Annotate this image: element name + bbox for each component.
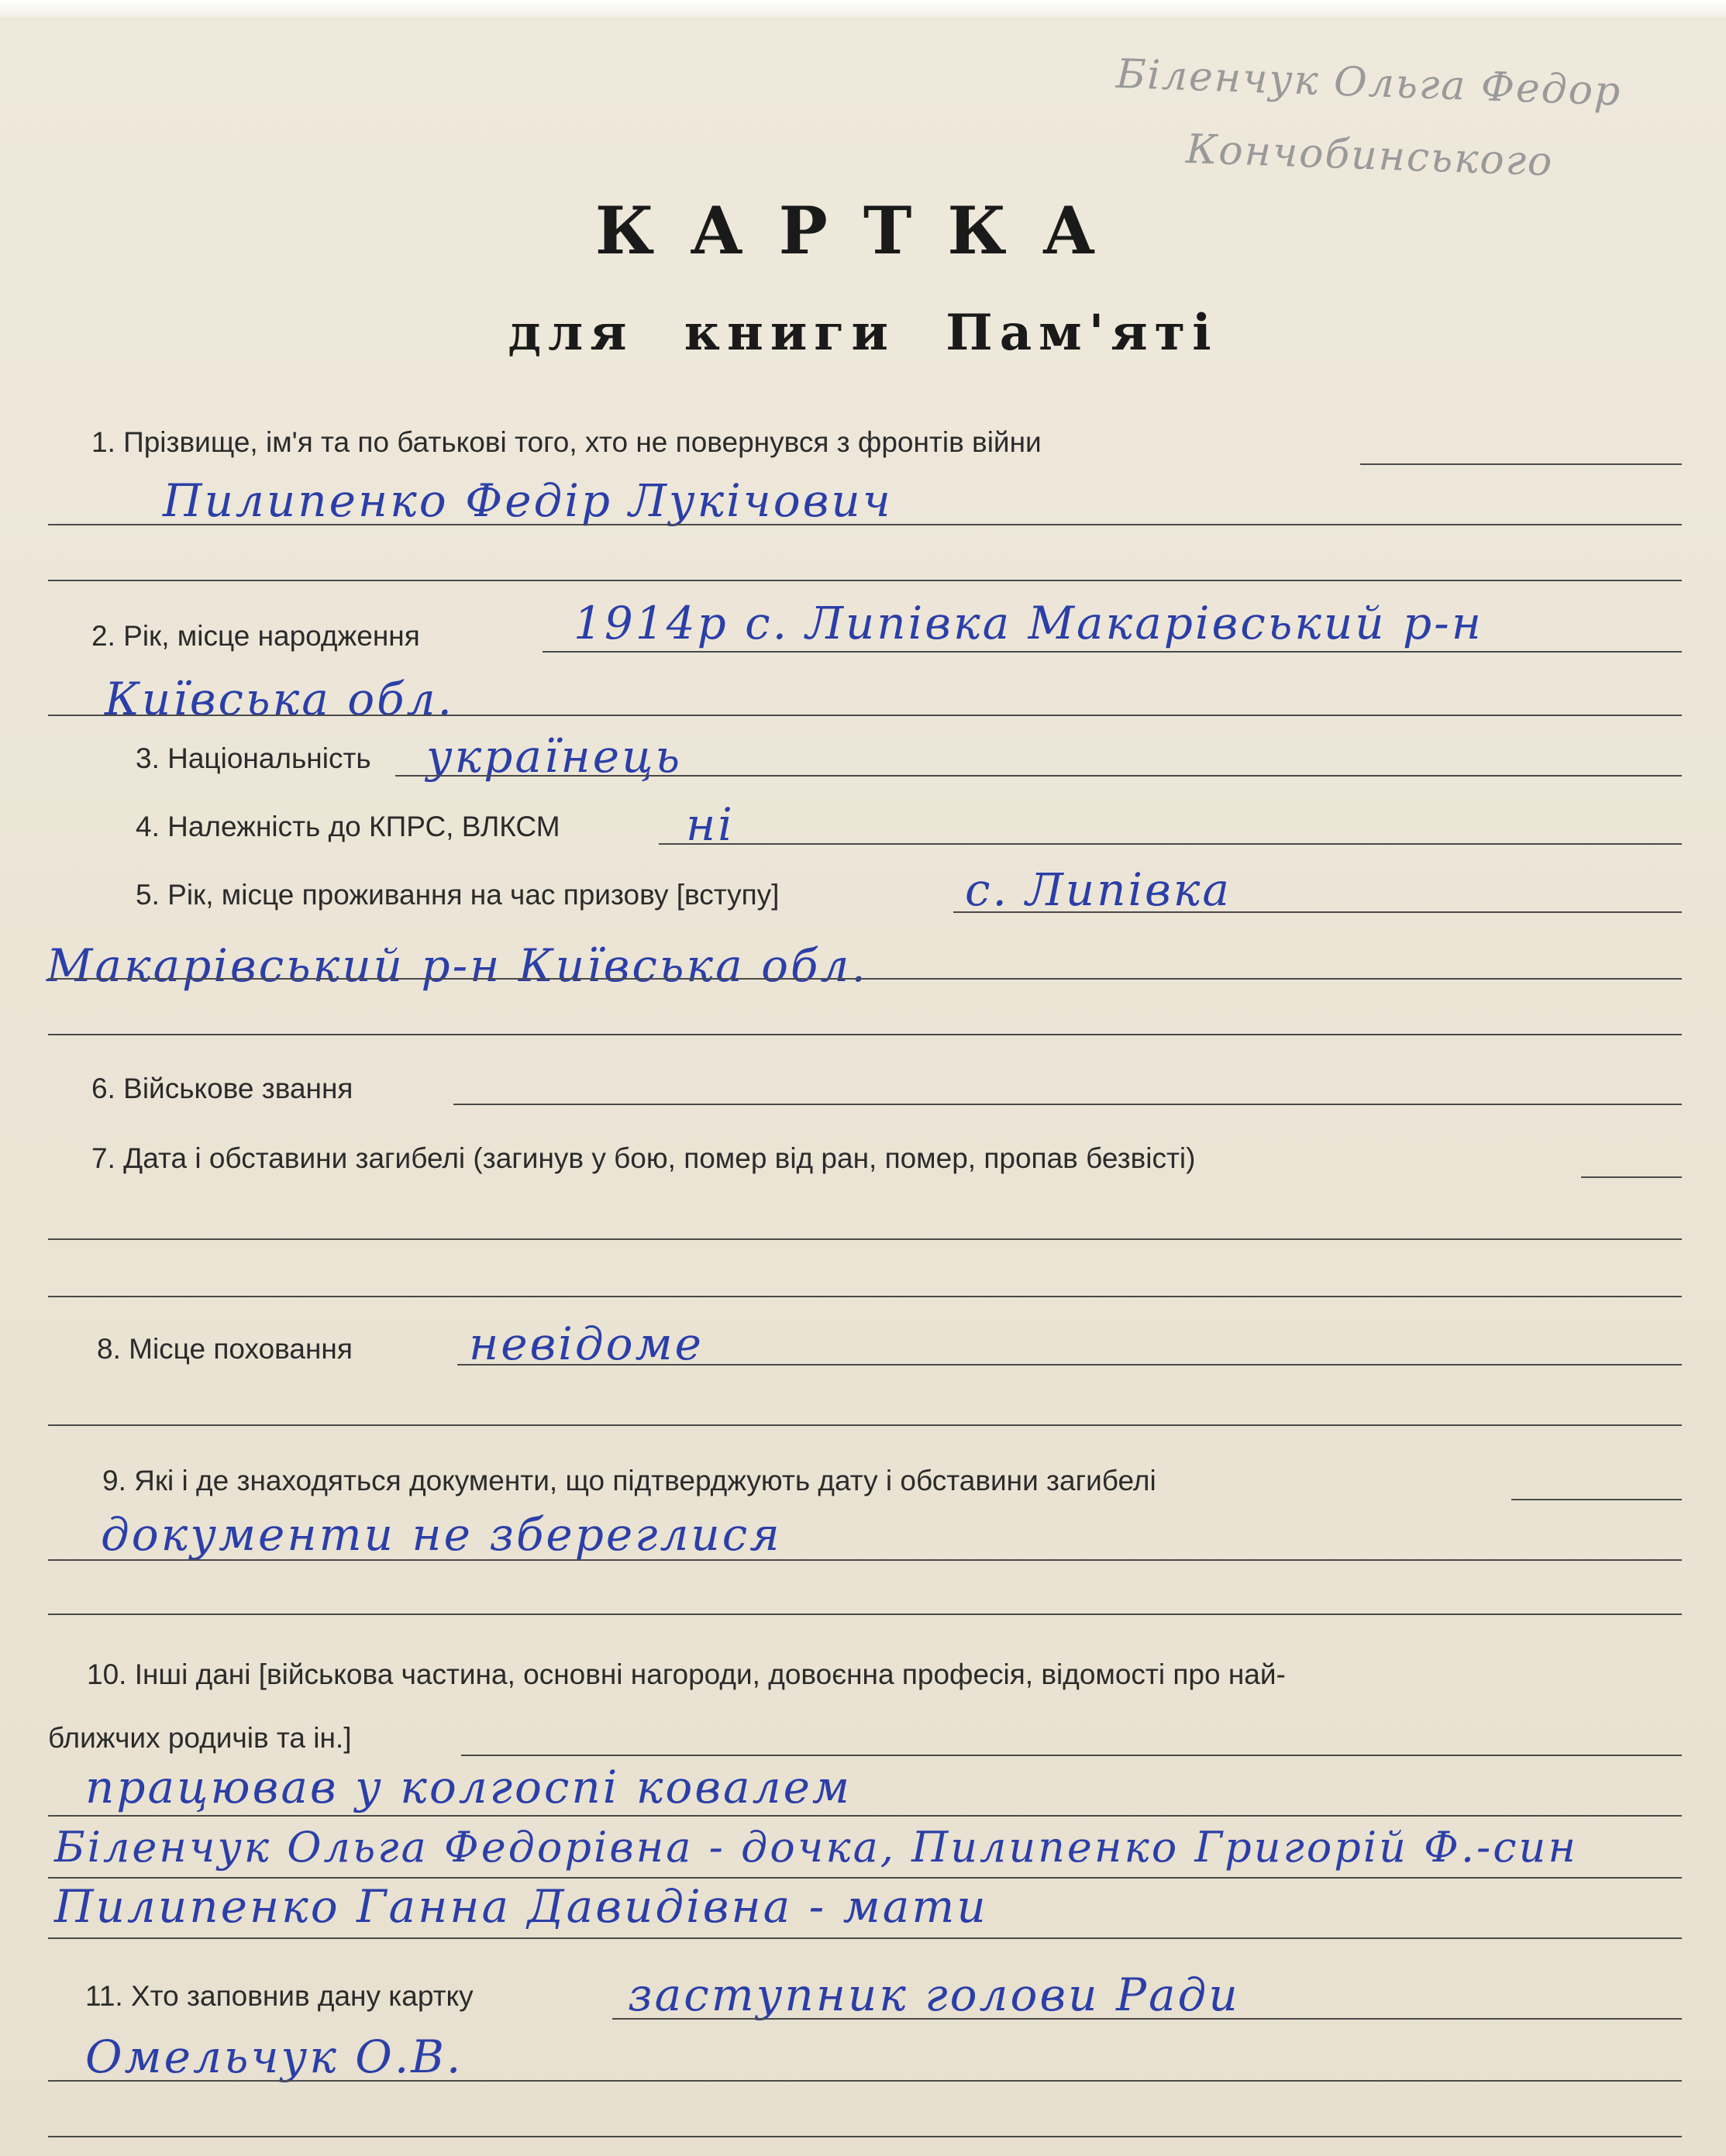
field-1-label: 1. Прізвище, ім'я та по батькові того, хто не повернувся з фронтів війни xyxy=(91,426,1042,458)
field-10-rule-b xyxy=(48,1815,1682,1817)
field-1-rule-c xyxy=(48,580,1682,581)
field-5-label: 5. Рік, місце проживання на час призову [вступу] xyxy=(136,879,780,911)
field-2-value-line2: Київська обл. xyxy=(105,673,454,725)
field-11-rule-a xyxy=(612,2018,1682,2020)
field-1-value: Пилипенко Федір Лукічович xyxy=(163,474,893,527)
field-1-rule-b xyxy=(48,524,1682,525)
field-5-value-line2: Макарівський р-н Київська обл. xyxy=(47,939,868,992)
field-8-rule-a xyxy=(457,1364,1682,1366)
field-10-label-line1: 10. Інші дані [військова частина, основні нагороди, довоєнна професія, відомості про най- xyxy=(87,1658,1286,1690)
field-1-rule-a xyxy=(1360,463,1682,465)
field-10-rule-d xyxy=(48,1937,1682,1939)
field-4-label: 4. Належність до КПРС, ВЛКСМ xyxy=(136,811,560,842)
field-11-value-line1: заступник голови Ради xyxy=(628,1968,1240,2021)
field-9-rule-a xyxy=(1511,1499,1682,1500)
field-7-label: 7. Дата і обставини загибелі (загинув у бою, помер від ран, помер, пропав безвісті) xyxy=(91,1142,1196,1174)
field-9-value: документи не збереглися xyxy=(101,1508,782,1561)
field-8-label: 8. Місце поховання xyxy=(97,1333,353,1365)
field-7-rule-c xyxy=(48,1296,1682,1297)
pencil-note-line1: Біленчук Ольга Федор xyxy=(1115,50,1623,115)
field-4-value: ні xyxy=(686,798,735,851)
field-6-label: 6. Військове звання xyxy=(91,1073,353,1104)
field-11-rule-c xyxy=(48,2136,1682,2137)
field-3-value: українець xyxy=(426,730,683,783)
field-2-rule-b xyxy=(48,715,1682,716)
field-10-value-line1: працював у колгоспі ковалем xyxy=(85,1761,852,1813)
field-9-rule-c xyxy=(48,1614,1682,1615)
field-3-rule xyxy=(395,775,1682,777)
card-title: КАРТКА xyxy=(594,192,1132,269)
card-subtitle: для книги Пам'яті xyxy=(508,304,1218,362)
field-10-rule-a xyxy=(461,1755,1682,1756)
field-8-value: невідоме xyxy=(469,1317,704,1370)
field-5-value-line1: с. Липівка xyxy=(965,863,1232,916)
field-7-rule-a xyxy=(1581,1176,1682,1178)
field-7-rule-b xyxy=(48,1238,1682,1240)
field-2-label: 2. Рік, місце народження xyxy=(91,620,420,652)
field-10-value-line3: Пилипенко Ганна Давидівна - мати xyxy=(54,1880,988,1933)
paper-top-edge xyxy=(0,0,1726,17)
field-5-rule-b xyxy=(48,978,1682,980)
field-4-rule xyxy=(659,843,1682,845)
field-11-value-line2: Омельчук О.В. xyxy=(85,2030,463,2083)
field-5-rule-c xyxy=(48,1034,1682,1035)
field-10-rule-c xyxy=(48,1877,1682,1879)
field-2-value-line1: 1914р с. Липівка Макарівський р-н xyxy=(574,597,1483,649)
field-11-rule-b xyxy=(48,2080,1682,2082)
field-2-rule-a xyxy=(543,651,1682,653)
field-5-rule-a xyxy=(953,911,1682,913)
field-11-label: 11. Хто заповнив дану картку xyxy=(85,1980,474,2012)
field-10-value-line2: Біленчук Ольга Федорівна - дочка, Пилипенко Григорій Ф.-син xyxy=(54,1823,1578,1872)
field-6-rule xyxy=(453,1104,1682,1105)
pencil-note-line2: Кончобинського xyxy=(1185,126,1555,186)
field-8-rule-b xyxy=(48,1424,1682,1426)
field-10-label-line2: ближчих родичів та ін.] xyxy=(48,1722,352,1754)
field-3-label: 3. Національність xyxy=(136,742,371,774)
field-9-label: 9. Які і де знаходяться документи, що підтверджують дату і обставини загибелі xyxy=(102,1465,1156,1496)
field-9-rule-b xyxy=(48,1559,1682,1561)
